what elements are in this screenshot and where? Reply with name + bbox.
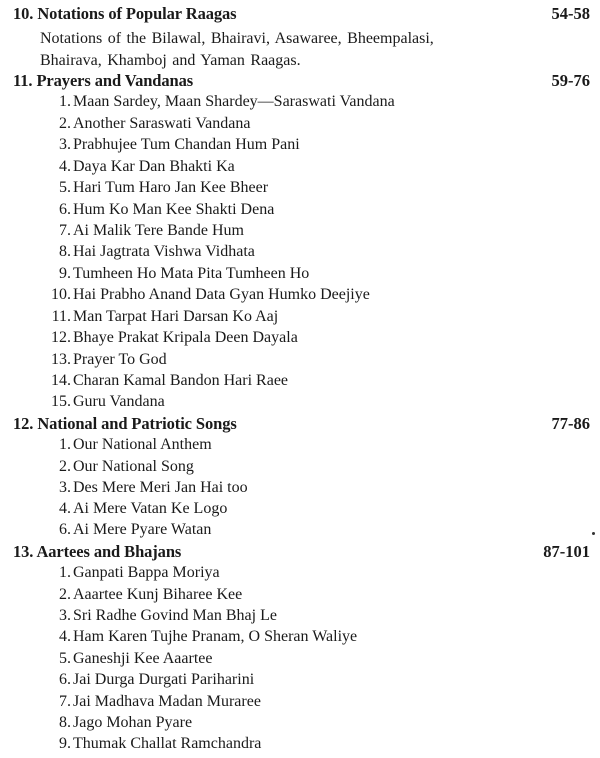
item-number: 9. bbox=[59, 265, 71, 282]
item-number: 6. bbox=[59, 521, 71, 538]
item-title: Jai Durga Durgati Pariharini bbox=[73, 671, 255, 688]
section-heading-11 bbox=[0, 71, 600, 93]
item-number: 3. bbox=[59, 607, 71, 624]
list-item bbox=[0, 158, 600, 180]
item-title: Hari Tum Haro Jan Kee Bheer bbox=[73, 179, 269, 196]
section-title: 13. Aartees and Bhajans bbox=[13, 542, 182, 561]
item-number: 8. bbox=[59, 243, 71, 260]
list-item bbox=[0, 479, 600, 501]
item-number: 4. bbox=[59, 158, 71, 175]
item-number: 7. bbox=[59, 222, 71, 239]
list-item bbox=[0, 308, 600, 330]
list-item bbox=[0, 500, 600, 522]
section-title: 11. Prayers and Vandanas bbox=[13, 71, 194, 90]
item-title: Ai Mere Pyare Watan bbox=[73, 521, 212, 538]
list-item bbox=[0, 201, 600, 223]
item-number: 5. bbox=[59, 179, 71, 196]
list-item bbox=[0, 393, 600, 415]
description-line: Bhairava, Khamboj and Yaman Raagas. bbox=[40, 51, 301, 69]
item-number: 2. bbox=[59, 586, 71, 603]
section-title: 10. Notations of Popular Raagas bbox=[13, 4, 237, 23]
item-title: Ai Mere Vatan Ke Logo bbox=[73, 500, 228, 517]
section-page-range: 54-58 bbox=[551, 4, 590, 23]
item-title: Hum Ko Man Kee Shakti Dena bbox=[73, 201, 275, 218]
item-number: 13. bbox=[51, 351, 71, 368]
item-title: Jai Madhava Madan Muraree bbox=[73, 693, 261, 710]
list-item bbox=[0, 458, 600, 480]
list-item bbox=[0, 628, 600, 650]
list-item bbox=[0, 351, 600, 373]
list-item bbox=[0, 735, 600, 757]
list-item bbox=[0, 607, 600, 629]
list-item bbox=[0, 93, 600, 115]
list-item bbox=[0, 671, 600, 693]
item-title: Tumheen Ho Mata Pita Tumheen Ho bbox=[73, 265, 310, 282]
item-title: Guru Vandana bbox=[73, 393, 165, 410]
section-title: 12. National and Patriotic Songs bbox=[13, 414, 237, 433]
list-item bbox=[0, 650, 600, 672]
item-title: Another Saraswati Vandana bbox=[73, 115, 251, 132]
item-title: Ai Malik Tere Bande Hum bbox=[73, 222, 244, 239]
item-number: 15. bbox=[51, 393, 71, 410]
item-number: 8. bbox=[59, 714, 71, 731]
item-title: Ganeshji Kee Aaartee bbox=[73, 650, 213, 667]
item-title: Hai Prabho Anand Data Gyan Humko Deejiye bbox=[73, 286, 370, 303]
item-number: 5. bbox=[59, 650, 71, 667]
item-number: 12. bbox=[51, 329, 71, 346]
item-title: Ham Karen Tujhe Pranam, O Sheran Waliye bbox=[73, 628, 358, 645]
item-number: 6. bbox=[59, 201, 71, 218]
item-number: 1. bbox=[59, 93, 71, 110]
list-item bbox=[0, 714, 600, 736]
list-item bbox=[0, 179, 600, 201]
list-item bbox=[0, 586, 600, 608]
list-item bbox=[0, 222, 600, 244]
item-number: 6. bbox=[59, 671, 71, 688]
item-title: Our National Song bbox=[73, 458, 194, 475]
section-description bbox=[40, 28, 540, 71]
item-title: Prabhujee Tum Chandan Hum Pani bbox=[73, 136, 300, 153]
list-item bbox=[0, 436, 600, 458]
item-number: 9. bbox=[59, 735, 71, 752]
item-number: 14. bbox=[51, 372, 71, 389]
description-line: Notations of the Bilawal, Bhairavi, Asawaree, Bheempalasi, bbox=[40, 30, 434, 47]
item-number: 7. bbox=[59, 693, 71, 710]
item-title: Daya Kar Dan Bhakti Ka bbox=[73, 158, 235, 175]
list-item bbox=[0, 693, 600, 715]
item-number: 1. bbox=[59, 436, 71, 453]
item-title: Hai Jagtrata Vishwa Vidhata bbox=[73, 243, 255, 260]
list-item bbox=[0, 265, 600, 287]
item-title: Prayer To God bbox=[73, 351, 167, 368]
item-number: 2. bbox=[59, 458, 71, 475]
item-title: Aaartee Kunj Biharee Kee bbox=[73, 586, 243, 603]
section-heading-12 bbox=[0, 414, 600, 436]
section-heading-10 bbox=[0, 4, 600, 26]
stray-mark bbox=[592, 532, 595, 535]
list-item bbox=[0, 136, 600, 158]
list-item bbox=[0, 372, 600, 394]
item-title: Maan Sardey, Maan Shardey—Saraswati Vandana bbox=[73, 93, 395, 110]
list-item bbox=[0, 521, 600, 543]
item-title: Des Mere Meri Jan Hai too bbox=[73, 479, 248, 496]
item-number: 3. bbox=[59, 136, 71, 153]
item-number: 1. bbox=[59, 564, 71, 581]
list-item bbox=[0, 286, 600, 308]
item-title: Man Tarpat Hari Darsan Ko Aaj bbox=[73, 308, 279, 325]
section-page-range: 59-76 bbox=[551, 71, 590, 90]
list-item bbox=[0, 243, 600, 265]
list-item bbox=[0, 329, 600, 351]
item-title: Sri Radhe Govind Man Bhaj Le bbox=[73, 607, 277, 624]
item-title: Charan Kamal Bandon Hari Raee bbox=[73, 372, 289, 389]
item-number: 11. bbox=[51, 308, 71, 325]
item-title: Ganpati Bappa Moriya bbox=[73, 564, 220, 581]
list-item bbox=[0, 115, 600, 137]
item-number: 2. bbox=[59, 115, 71, 132]
section-heading-13 bbox=[0, 542, 600, 564]
item-number: 3. bbox=[59, 479, 71, 496]
item-title: Bhaye Prakat Kripala Deen Dayala bbox=[73, 329, 298, 346]
section-page-range: 77-86 bbox=[551, 414, 590, 433]
item-title: Thumak Challat Ramchandra bbox=[73, 735, 262, 752]
item-number: 4. bbox=[59, 628, 71, 645]
item-number: 10. bbox=[51, 286, 71, 303]
section-page-range: 87-101 bbox=[543, 542, 590, 561]
item-number: 4. bbox=[59, 500, 71, 517]
item-title: Jago Mohan Pyare bbox=[73, 714, 193, 731]
list-item bbox=[0, 564, 600, 586]
item-title: Our National Anthem bbox=[73, 436, 212, 453]
